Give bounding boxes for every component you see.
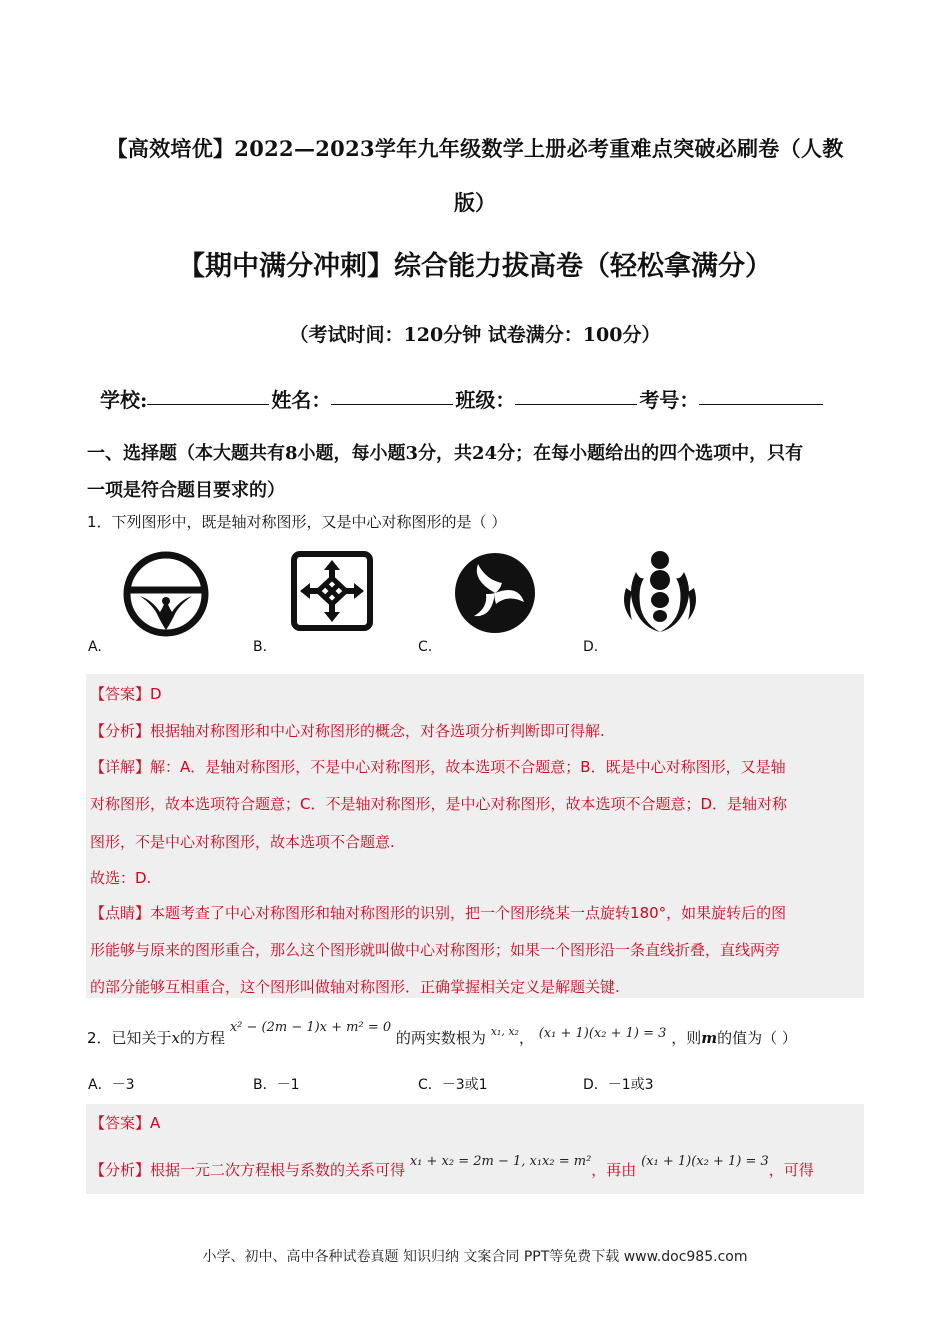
section-heading-line1: 一、选择题（本大题共有8小题，每小题3分，共24分；在每小题给出的四个选项中，只有 [87,443,804,464]
q2-stem: 2．已知关于x的方程 x² − (2m − 1)x + m² = 0 的两实数根为 $^{x_1, x_2}$， (x₁ + 1)(x₂ + 1) = 3 ，则m的值为（ ） [87,1020,797,1047]
q1-option-a[interactable]: A. [88,639,102,655]
q2-relation: x₁ + x₂ = 2m − 1, x₁x₂ = m² [409,1154,592,1169]
class-blank[interactable] [515,384,637,405]
q1-detail-line3: 图形，不是中心对称图形，故本选项不合题意. [90,833,395,851]
section-heading-line2: 一项是符合题目要求的） [87,480,285,501]
q1-stem: 1．下列图形中，既是轴对称图形，又是中心对称图形的是（ ） [87,513,507,531]
q2-option-d[interactable]: D．－1或3 [583,1077,654,1093]
q1-comment-line2: 形能够与原来的图形重合，那么这个图形就叫做中心对称图形；如果一个图形沿一条直线折叠，直线两旁 [90,941,781,959]
q1-answer: 【答案】D [90,685,162,703]
q1-detail-line2: 对称图形，故本选项符合题意；C．不是轴对称图形，是中心对称图形，故本选项不合题意；D．是轴对称 [90,795,788,813]
name-label: 姓名： [271,388,332,412]
q2-equation: x² − (2m − 1)x + m² = 0 [229,1020,392,1035]
q2-condition-repeat: (x₁ + 1)(x₂ + 1) = 3 [641,1154,769,1169]
q1-comment-line3: 的部分能够互相重合，这个图形叫做轴对称图形．正确掌握相关定义是解题关键. [90,978,620,996]
q1-option-d[interactable]: D. [583,639,599,655]
class-label: 班级： [455,388,516,412]
tomoe-icon [452,550,538,636]
q1-comment-line1: 【点睛】本题考查了中心对称图形和轴对称图形的识别，把一个图形绕某一点旋转180°，如果旋转后的图 [90,904,787,922]
q1-option-b[interactable]: B. [253,639,268,655]
name-blank[interactable] [331,384,453,405]
q2-answer-block [86,1104,864,1194]
q2-condition: (x₁ + 1)(x₂ + 1) = 3 [538,1026,667,1041]
q1-answer-block [86,674,864,998]
q1-choice: 故选：D. [90,869,152,887]
circle-emblem-icon [118,550,214,638]
paper-title-line2: 版） [454,190,496,215]
exam-info: （考试时间：120分钟 试卷满分：100分） [289,324,661,346]
page-footer: 小学、初中、高中各种试卷真题 知识归纳 文案合同 PPT等免费下载 www.doc985.com [202,1249,748,1265]
q2-analysis: 【分析】根据一元二次方程根与系数的关系可得 x₁ + x₂ = 2m − 1, x₁x₂ = m²，再由 (x₁ + 1)(x₂ + 1) = 3，可得 [90,1154,814,1179]
school-label: 学校: [100,388,148,412]
student-info-fields [100,384,825,413]
q2-roots: x₁, x₂ [490,1025,519,1038]
paper-subtitle: 【期中满分冲刺】综合能力拔高卷（轻松拿满分） [178,251,772,282]
square-arrows-icon [290,550,374,632]
q2-answer: 【答案】A [90,1114,161,1132]
exam-no-label: 考号： [639,388,700,412]
section-heading [87,435,877,509]
school-blank[interactable] [147,384,269,405]
q1-detail-line1: 【详解】解：A．是轴对称图形，不是中心对称图形，故本选项不合题意；B．既是中心对称图形，又是轴 [90,758,786,776]
paper-title-line1: 【高效培优】2022—2023学年九年级数学上册必考重难点突破必刷卷（人教 [106,136,844,161]
q2-option-b[interactable]: B．－1 [253,1077,300,1093]
exam-no-blank[interactable] [699,384,823,405]
flame-emblem-icon [618,548,702,638]
q1-option-c[interactable]: C. [418,639,433,655]
q2-option-c[interactable]: C．－3或1 [418,1077,488,1093]
q1-analysis: 【分析】根据轴对称图形和中心对称图形的概念，对各选项分析判断即可得解. [90,722,605,740]
q2-option-a[interactable]: A．－3 [88,1077,135,1093]
